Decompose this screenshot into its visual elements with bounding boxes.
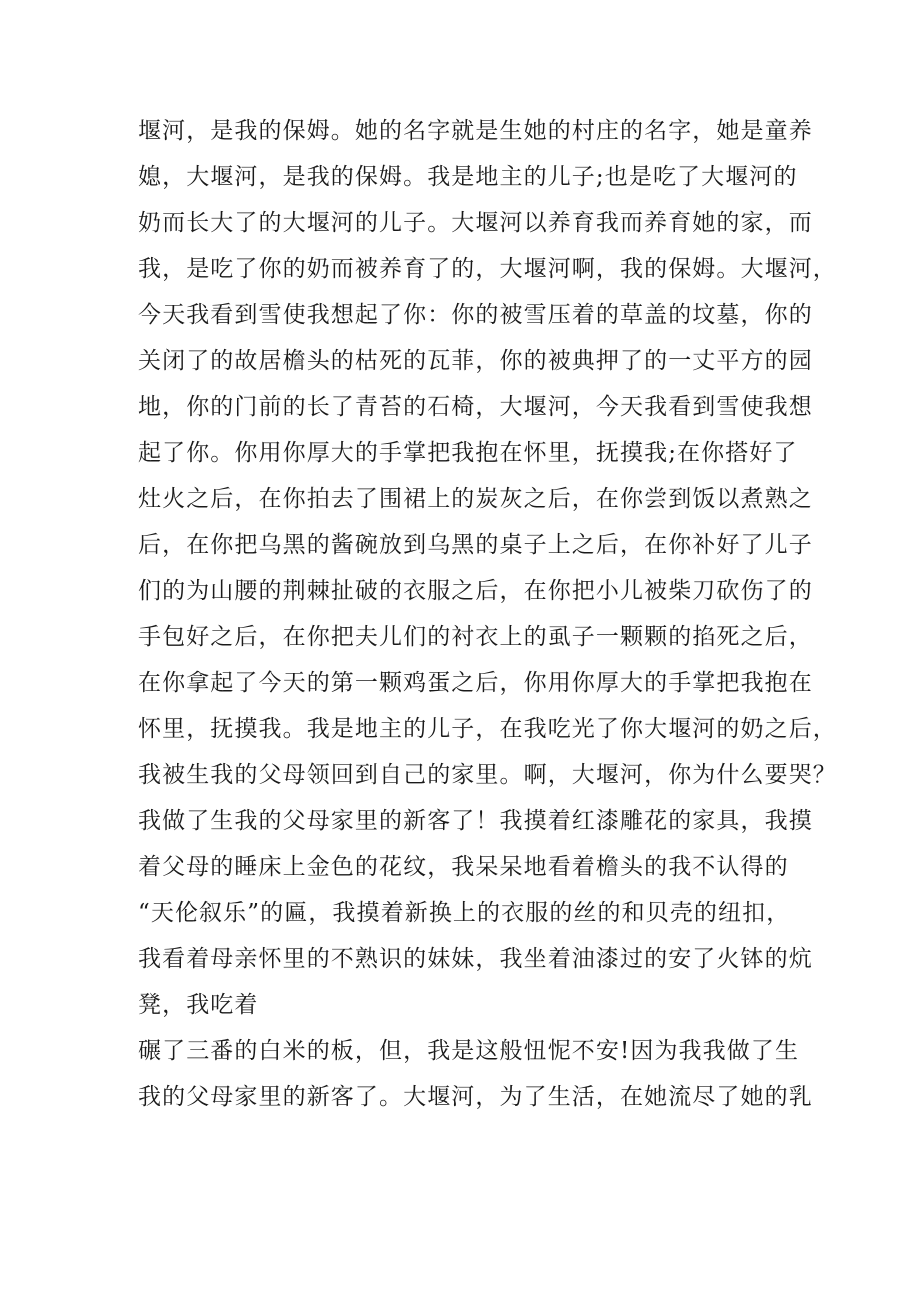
- text-line: 今天我看到雪使我想起了你：你的被雪压着的草盖的坟墓，你的: [138, 302, 813, 328]
- text-line: 怀里，抚摸我。我是地主的儿子，在我吃光了你大堰河的奶之后，: [138, 716, 837, 742]
- text-line: 我被生我的父母领回到自己的家里。啊，大堰河，你为什么要哭？: [138, 762, 837, 788]
- text-line: 们的为山腰的荆棘扯破的衣服之后，在你把小儿被柴刀砍伤了的: [138, 578, 813, 604]
- text-line: 我看着母亲怀里的不熟识的妹妹，我坐着油漆过的安了火钵的炕: [138, 946, 813, 972]
- text-line: 我的父母家里的新客了。大堰河，为了生活，在她流尽了她的乳: [138, 1084, 813, 1110]
- text-line: 在你拿起了今天的第一颗鸡蛋之后，你用你厚大的手掌把我抱在: [138, 670, 813, 696]
- text-line: 灶火之后，在你拍去了围裙上的炭灰之后，在你尝到饭以煮熟之: [138, 486, 813, 512]
- text-line: 起了你。你用你厚大的手掌把我抱在怀里，抚摸我;在你搭好了: [138, 440, 798, 466]
- text-line: 堰河，是我的保姆。她的名字就是生她的村庄的名字，她是童养: [138, 118, 813, 144]
- text-line: 关闭了的故居檐头的枯死的瓦菲，你的被典押了的一丈平方的园: [138, 348, 813, 374]
- body-text: [138, 108, 837, 1120]
- text-line: 后，在你把乌黑的酱碗放到乌黑的桌子上之后，在你补好了儿子: [138, 532, 813, 558]
- text-line: 凳，我吃着: [138, 992, 259, 1018]
- text-line: 奶而长大了的大堰河的儿子。大堰河以养育我而养育她的家，而: [138, 210, 813, 236]
- text-line: 着父母的睡床上金色的花纹，我呆呆地看着檐头的我不认得的: [138, 854, 789, 880]
- text-line: 地，你的门前的长了青苔的石椅，大堰河，今天我看到雪使我想: [138, 394, 813, 420]
- text-line: 我做了生我的父母家里的新客了！我摸着红漆雕花的家具，我摸: [138, 808, 813, 834]
- text-line: 媳，大堰河，是我的保姆。我是地主的儿子;也是吃了大堰河的: [138, 164, 798, 190]
- text-line: 我，是吃了你的奶而被养育了的，大堰河啊，我的保姆。大堰河，: [138, 256, 837, 282]
- text-line: “天伦叙乐”的匾，我摸着新换上的衣服的丝的和贝壳的纽扣，: [138, 900, 791, 926]
- text-line: 碾了三番的白米的板，但，我是这般忸怩不安!因为我我做了生: [138, 1038, 800, 1064]
- text-line: 手包好之后，在你把夫儿们的衬衣上的虱子一颗颗的掐死之后，: [138, 624, 813, 650]
